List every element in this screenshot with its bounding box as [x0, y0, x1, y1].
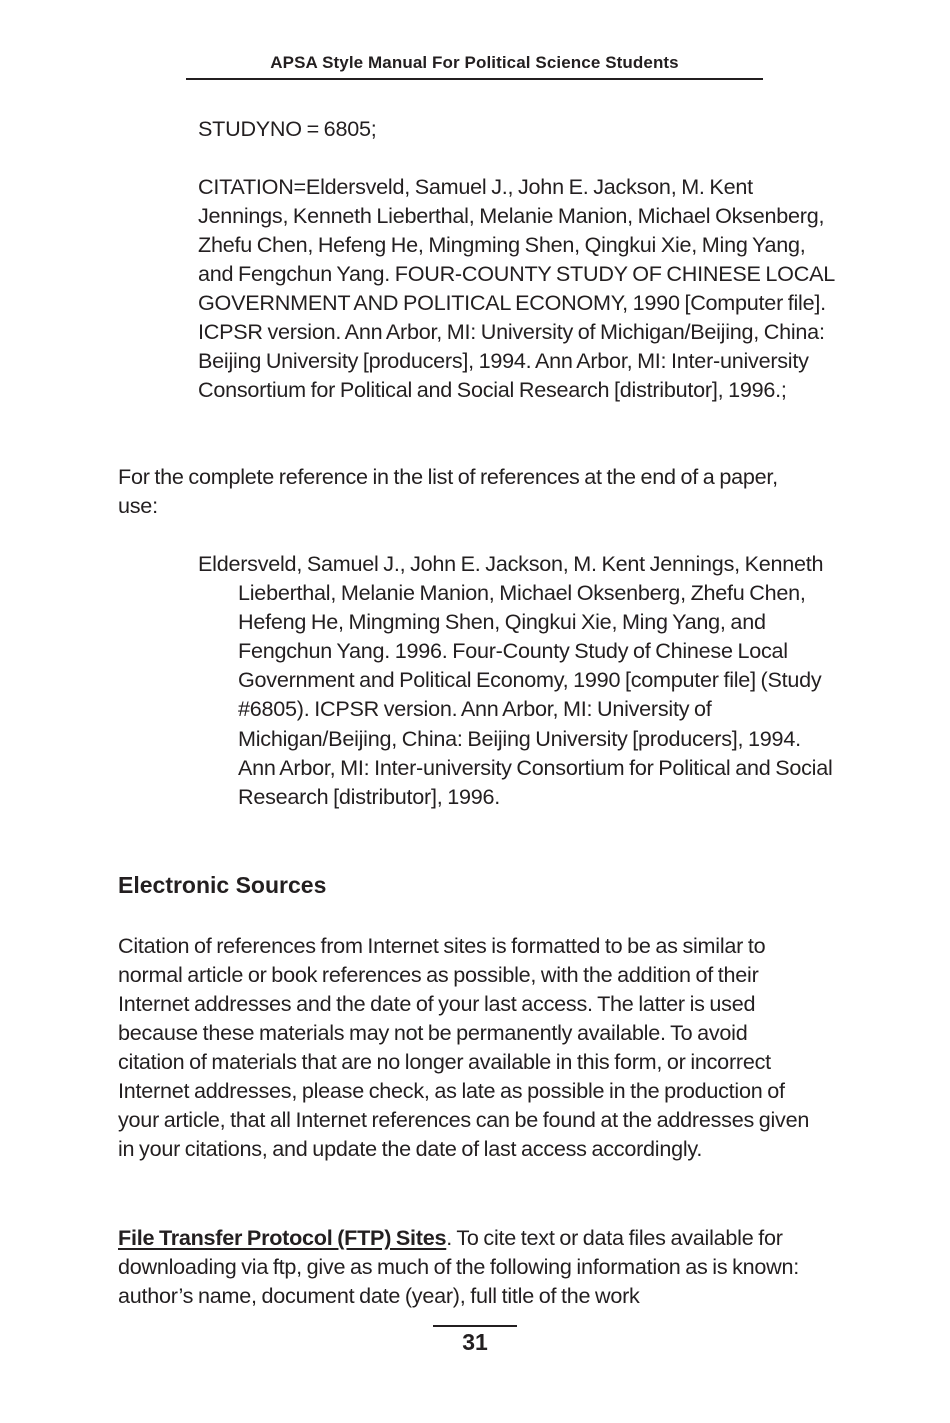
study-number-line: STUDYNO = 6805; [198, 116, 377, 141]
page-number: 31 [462, 1329, 488, 1355]
running-head: APSA Style Manual For Political Science Students [270, 53, 679, 72]
citation-block: CITATION=Eldersveld, Samuel J., John E. Jackson, M. Kent Jennings, Kenneth Lieberthal, Melanie Manion, Michael Oksenberg, Zhefu Chen, Hefeng He, Mingming Shen, Qingkui Xie, Ming Yang, and Fengchun Yang. FOUR-COUNTY STUDY OF CHINESE LOCAL GOVERNMENT AND POLITICAL ECONOMY, 1990 [Computer file]. ICPSR version. Ann Arbor, MI: University of Michigan/Beijing, China: Beijing University [producers], 1994. Ann Arbor, MI: Inter-university Consortium for Political and Social Research [distributor], 1996.; [198, 174, 835, 402]
electronic-sources-paragraph: Citation of references from Internet sites is formatted to be as similar to normal article or book references as possible, with the addition of their Internet addresses and the date of your last access. The latter is used because these materials may not be permanently available. To avoid citation of materials that are no longer available in this form, or incorrect Internet addresses, please check, as late as possible in the production of your article, that all Internet references can be found at the addresses given in your citations, and update the date of last access accordingly. [118, 933, 810, 1161]
reference-intro-paragraph: For the complete reference in the list of references at the end of a paper, use: [118, 464, 778, 518]
ftp-run-in-heading: File Transfer Protocol (FTP) Sites [118, 1225, 447, 1250]
section-heading-electronic-sources: Electronic Sources [118, 872, 327, 898]
ftp-paragraph-text: . To cite text or data files available for downloading via ftp, give as much of the following information as is known: author’s name, document date (year), full title of the work [118, 1225, 800, 1308]
ftp-paragraph [118, 1223, 818, 1310]
reference-entry: Eldersveld, Samuel J., John E. Jackson, M. Kent Jennings, Kenneth Lieberthal, Melanie Manion, Michael Oksenberg, Zhefu Chen, Hefeng He, Mingming Shen, Qingkui Xie, Ming Yang, and Fengchun Yang. 1996. Four-County Study of Chinese Local Government and Political Economy, 1990 [computer file] (Study #6805). ICPSR version. Ann Arbor, MI: University of Michigan/Beijing, China: Beijing University [producers], 1994. Ann Arbor, MI: Inter-university Consortium for Political and Social Research [distributor], 1996. [198, 551, 833, 809]
header-rule [186, 78, 763, 80]
